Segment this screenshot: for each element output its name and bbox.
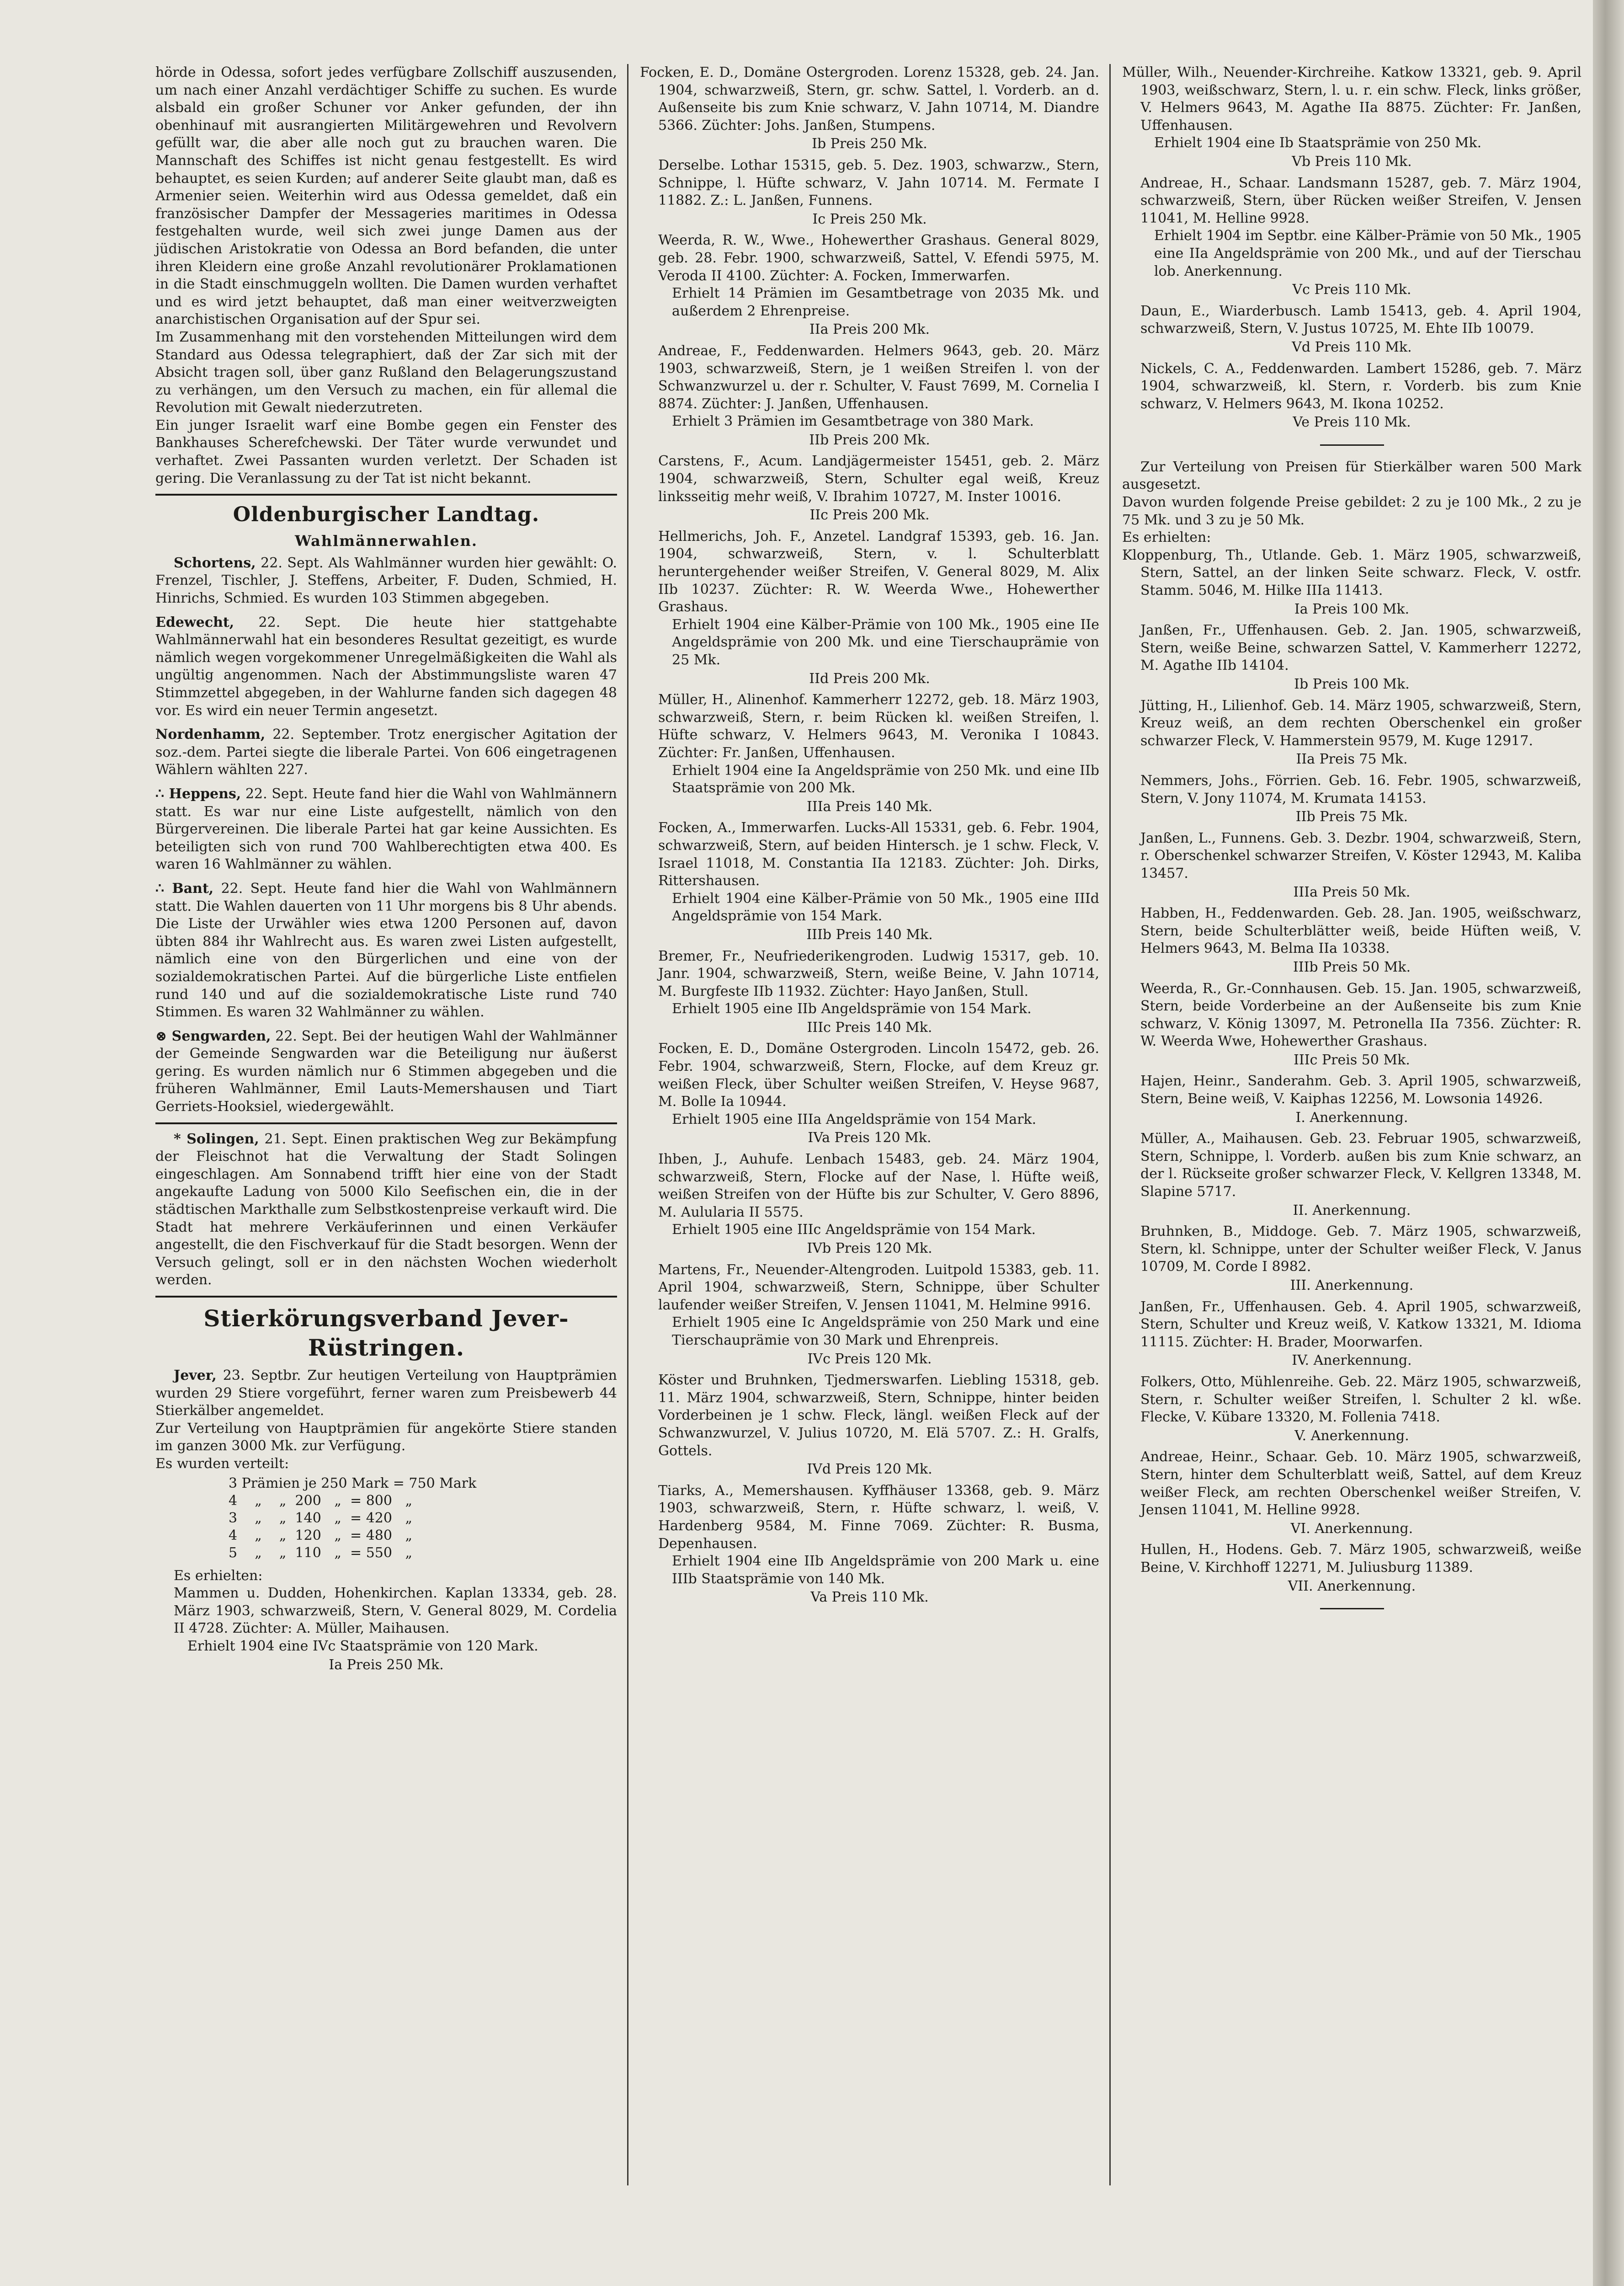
bull-entry: Andreae, H., Schaar. Landsmann 15287, geb. 7. März 1904, schwarzweiß, Stern, über Rücken weißer Streifen, V. Jensen 11041, M. Helline 9928. [1140,175,1581,226]
report-edewecht: Edewecht, 22. Sept. Die heute hier stattgehabte Wahlmännerwahl hat ein besonderes Resultat gezeitigt, es wurde nämlich wegen vorgekommener Unregelmäßigkeiten die Wahl als ungültig angenommen. Nach der Abstimmungsliste waren 47 Stimmzettel abgegeben, in der Wahlurne fanden sich dagegen 48 vor. Es wird ein neuer Termin angesetzt. [155,614,617,719]
bull-entry: Andreae, F., Feddenwarden. Helmers 9643, geb. 20. März 1903, schwarzweiß, Stern, je 1 weißen Streifen l. von der Schwanzwurzel u. der r. Schulter, V. Faust 7699, M. Cornelia I 8874. Züchter: J. Janßen, Uffenhausen. [658,342,1099,412]
bull-entry: Derselbe. Lothar 15315, geb. 5. Dez. 1903, schwarzw., Stern, Schnippe, l. Hüfte schwarz, V. Jahn 10714. M. Fermate I 11882. Z.: L. Janßen, Funnens. [658,157,1099,209]
subheading-wahlmaennerwahlen: Wahlmännerwahlen. [294,532,478,550]
premium-row: 3 Prämien je 250 Mark = 750 Mark [229,1475,477,1491]
bull-prize: IIb Preis 75 Mk. [1295,809,1408,825]
bull-entry: Müller, A., Maihausen. Geb. 23. Februar 1905, schwarzweiß, Stern, Schnippe, l. Vorderb. außen bis zum Knie schwarz, an der l. Rückseite großer schwarzer Fleck, V. Kellgren 13348, M. Slapine 5717. [1140,1131,1581,1200]
bull-note: Erhielt 1904 eine Ib Staatsprämie von 250 Mk. [1154,135,1482,151]
premium-row: 4 „ „ 200 „ = 800 „ [229,1492,413,1509]
report-bant: ∴ Bant, 22. Sept. Heute fand hier die Wahl von Wahlmännern statt. Die Wahlen dauerten von 11 Uhr morgens bis 8 Uhr abends. Die Liste der Urwähler wies etwa 1200 Personen auf, davon übten 884 ihr Wahlrecht aus. Es waren zwei Listen aufgestellt, nämlich eine von den Bürgerlichen und eine von der sozialdemokratischen Partei. Auf die bürgerliche Liste entfielen rund 140 und auf die sozialdemokratische Liste rund 740 Stimmen. Es waren 32 Wahlmänner zu wählen. [155,880,617,1020]
bull-prize: Ia Preis 250 Mk. [329,1656,444,1673]
place-name: Schortens, [174,555,256,571]
report-solingen: * Solingen, 21. Sept. Einen praktischen Weg zur Bekämpfung der Fleischnot hat die Verwaltung der Stadt Solingen eingeschlagen. Am Sonnabend trifft hier eine von der Stadt angekaufte Ladung von 5000 Kilo Seefischen ein, die in der städtischen Markthalle zum Selbstkostenpreise verkauft wird. Die Stadt hat mehrere Verkäuferinnen und einen Verkäufer angestellt, die den Fischverkauf für die Stadt besorgen. Wenn der Versuch gelingt, soll er in den nächsten Wochen wiederholt werden. [155,1131,618,1288]
bull-prize: IIIb Preis 50 Mk. [1293,959,1411,975]
section-divider [1320,444,1384,446]
bull-entry: Weerda, R., Gr.-Connhausen. Geb. 15. Jan. 1905, schwarzweiß, Stern, beide Vorderbeine an der Außenseite bis zum Knie schwarz, V. König 13097, M. Petronella IIa 7356. Züchter: R. W. Weerda Wwe, Hohewerther Grashaus. [1140,980,1581,1050]
bull-entry: Carstens, F., Acum. Landjägermeister 15451, geb. 2. März 1904, schwarzweiß, Stern, Schulter egal weiß, Kreuz linksseitig mehr weiß, V. Ibrahim 10727, M. Inster 10016. [658,453,1099,505]
article-odessa-p3: Ein junger Israelit warf eine Bombe gegen ein Fenster des Bankhauses Scherefchewski. Der Täter wurde verwundet und verhaftet. Zwei Passanten wurden verletzt. Der Schaden ist gering. Die Veranlassung zu der Tat ist nicht bekannt. [155,417,617,486]
place-name: * Solingen, [174,1131,259,1147]
bull-prize: VI. Anerkennung. [1290,1520,1413,1537]
bull-prize: Ib Preis 250 Mk. [812,136,927,152]
bull-note: Erhielt 1904 im Septbr. eine Kälber-Prämie von 50 Mk., 1905 eine IIa Angeldsprämie von 200 Mk., und auf der Tierschau lob. Anerkennung. [1154,228,1581,279]
bull-entry: Hajen, Heinr., Sanderahm. Geb. 3. April 1905, schwarzweiß, Stern, Beine weiß, V. Kaiphas 12256, M. Lowsonia 14926. [1140,1073,1581,1107]
bull-prize: IIIc Preis 140 Mk. [807,1019,932,1036]
bull-note: Erhielt 1904 eine Kälber-Prämie von 50 Mk., 1905 eine IIId Angeldsprämie von 154 Mark. [672,890,1099,924]
calf-list [1122,547,1581,1595]
premium-row: 4 „ „ 120 „ = 480 „ [229,1527,413,1544]
bull-entry: Weerda, R. W., Wwe., Hohewerther Grashaus. General 8029, geb. 28. Febr. 1900, schwarzweiß, Sattel, V. Efendi 5975, M. Veroda II 4100. Züchter: A. Focken, Immerwarfen. [658,232,1099,284]
bull-prize: IId Preis 200 Mk. [809,670,930,687]
bull-prize: Vc Preis 110 Mk. [1292,282,1411,298]
bull-entry: Focken, E. D., Domäne Ostergroden. Lorenz 15328, geb. 24. Jan. 1904, schwarzweiß, Stern, gr. schw. Sattel, l. Vorderb. an d. Außenseite bis zum Knie schwarz, V. Jahn 10714, M. Diandre 5366. Züchter: Johs. Janßen, Stumpens. [640,64,1099,134]
bull-prize: Ia Preis 100 Mk. [1294,601,1410,617]
bull-entry: Janßen, Fr., Uffenhausen. Geb. 2. Jan. 1905, schwarzweiß, Stern, weiße Beine, schwarzen Sattel, V. Kammerherr 12272, M. Agathe IIb 14104. [1140,622,1581,674]
report-jever-p3: Es wurden verteilt: [155,1455,289,1472]
bull-entry: Hellmerichs, Joh. F., Anzetel. Landgraf 15393, geb. 16. Jan. 1904, schwarzweiß, Stern, v. l. Schulterblatt heruntergehender weißer Streifen, V. General 8029, M. Alix IIb 10237. Züchter: R. W. Weerda Wwe., Hohewerther Grashaus. [658,528,1099,615]
bull-entry: Hullen, H., Hodens. Geb. 7. März 1905, schwarzweiß, weiße Beine, V. Kirchhoff 12271, M. Juliusburg 11389. [1140,1542,1581,1576]
calf-intro: Zur Verteilung von Preisen für Stierkälber waren 500 Mark ausgesetzt. [1122,459,1581,493]
bull-prize: Va Preis 110 Mk. [810,1589,929,1606]
bull-note: Erhielt 1904 eine Ia Angeldsprämie von 250 Mk. und eine IIb Staatsprämie von 200 Mk. [672,762,1099,796]
place-name: Edewecht, [155,614,234,630]
calf-intro-2: Davon wurden folgende Preise gebildet: 2 zu je 100 Mk., 2 zu je 75 Mk. und 3 zu je 50 Mk. [1122,494,1581,528]
bull-prize: Vd Preis 110 Mk. [1292,339,1412,355]
bull-entry: Andreae, Heinr., Schaar. Geb. 10. März 1905, schwarzweiß, Stern, hinter dem Schulterblatt weiß, Sattel, auf dem Kreuz weißer Fleck, am rechten Oberschenkel weißer Streifen, V. Jensen 11041, M. Helline 9928. [1140,1449,1581,1518]
bull-prize: V. Anerkennung. [1294,1427,1409,1444]
bull-prize: IVa Preis 120 Mk. [808,1130,932,1146]
bull-prize: IIa Preis 200 Mk. [809,321,930,338]
bull-entry: Müller, Wilh., Neuender-Kirchreihe. Katkow 13321, geb. 9. April 1903, weißschwarz, Stern, l. u. r. ein schw. Fleck, links größer, V. Helmers 9643, M. Agathe IIa 8875. Züchter: Fr. Janßen, Uffenhausen. [1122,64,1581,134]
premium-table [229,1475,617,1562]
bull-entry: Bruhnken, B., Middoge. Geb. 7. März 1905, schwarzweiß, Stern, kl. Schnippe, unter der Schulter weißer Fleck, V. Janus 10709, M. Corde I 8982. [1140,1223,1581,1275]
report-schortens: Schortens, 22. Sept. Als Wahlmänner wurden hier gewählt: O. Frenzel, Tischler, J. Steffens, Arbeiter, F. Duden, Schmied, H. Hinrichs, Schmied. Es wurden 103 Stimmen abgegeben. [155,555,617,607]
bull-prize: IVd Preis 120 Mk. [807,1461,932,1478]
section-heading-landtag: Oldenburgischer Landtag. [233,503,540,527]
bull-entry: Janßen, L., Funnens. Geb. 3. Dezbr. 1904, schwarzweiß, Stern, r. Oberschenkel schwarzer Streifen, V. Köster 12943, M. Kaliba 13457. [1140,830,1581,881]
bull-entry: Focken, E. D., Domäne Ostergroden. Lincoln 15472, geb. 26. Febr. 1904, schwarzweiß, Stern, Flocke, auf dem Kreuz gr. weißen Fleck, über Schulter weißen Streifen, V. Heyse 9687, M. Bolle Ia 10944. [658,1041,1099,1110]
bull-prize: III. Anerkennung. [1290,1277,1414,1293]
bull-entry: Nemmers, Johs., Förrien. Geb. 16. Febr. 1905, schwarzweiß, Stern, V. Jony 11074, M. Krumata 14153. [1140,772,1581,807]
place-name: Jever, [174,1367,217,1383]
section-divider [1320,1608,1384,1609]
bull-note: Erhielt 1904 eine Kälber-Prämie von 100 Mk., 1905 eine IIe Angeldsprämie von 200 Mk. und eine Tierschauprämie von 25 Mk. [672,616,1099,668]
place-name: ∴ Heppens, [155,785,241,802]
bull-note: Erhielt 1905 eine IIIc Angeldsprämie von 154 Mark. [672,1222,1036,1238]
bull-prize: IIIa Preis 50 Mk. [1293,884,1411,900]
bull-note: Erhielt 3 Prämien im Gesamtbetrage von 380 Mark. [672,413,1034,430]
bull-prize: IIb Preis 200 Mk. [809,432,930,448]
bull-note: Erhielt 14 Prämien im Gesamtbetrage von 2035 Mk. und außerdem 2 Ehrenpreise. [672,285,1099,319]
bull-entry: Focken, A., Immerwarfen. Lucks-All 15331, geb. 6. Febr. 1904, schwarzweiß, Stern, auf beiden Hintersch. je 1 schw. Fleck, V. Israel 11018, M. Constantia IIa 12183. Züchter: Joh. Dirks, Rittershausen. [658,820,1099,889]
bull-entry: Bremer, Fr., Neufriederikengroden. Ludwig 15317, geb. 10. Janr. 1904, schwarzweiß, Stern, weiße Beine, V. Jahn 10714, M. Burgfeste IIb 11932. Züchter: Hayo Janßen, Stull. [658,948,1099,999]
article-odessa-p2: Im Zusammenhang mit den vorstehenden Mitteilungen wird dem Standard aus Odessa telegraphiert, daß der Zar sich mit der Absicht tragen soll, über ganz Rußland den Belagerungszustand zu verhängen, um den Versuch zu machen, ein für allemal die Revolution mit Gewalt niederzutreten. [155,329,617,416]
bull-prize: II. Anerkennung. [1293,1202,1411,1218]
bull-note: Erhielt 1905 eine IIIa Angeldsprämie von 154 Mark. [672,1111,1037,1127]
bull-note: Erhielt 1905 eine Ic Angeldsprämie von 250 Mark und eine Tierschauprämie von 30 Mark und Ehrenpreis. [672,1314,1099,1348]
article-odessa-p1: hörde in Odessa, sofort jedes verfügbare Zollschiff auszusenden, um nach einer Anzahl verdächtiger Schiffe zu suchen. Es wurde alsbald ein großer Schuner vor Anker gefunden, der ihn obenhinauf mit ausrangierten Militärgewehren und Revolvern gefüllt war, die aber alle noch gut zu brauchen waren. Die Mannschaft des Schiffes ist nicht genau festgestellt. Es wird behauptet, es seien Kurden; auf anderer Seite glaubt man, daß es Armenier seien. Weiterhin wird aus Odessa gemeldet, daß ein französischer Dampfer der Messageries maritimes in Odessa festgehalten wurde, weil sich zwei junge Damen aus der jüdischen Aristokratie von Odessa an Bord befanden, die unter ihren Kleidern eine große Anzahl revolutionärer Proklamationen in die Stadt einschmuggeln wollten. Die Damen wurden verhaftet und es wird jetzt behauptet, daß man einer weitverzweigten anarchistischen Organisation auf der Spur sei. [155,64,617,328]
bull-prize: IVb Preis 120 Mk. [807,1240,932,1256]
place-name: ⊗ Sengwarden, [155,1028,271,1044]
bull-prize: I. Anerkennung. [1295,1109,1408,1126]
report-nordenhamm: Nordenhamm, 22. September. Trotz energischer Agitation der soz.-dem. Partei siegte die liberale Partei. Von 606 eingetragenen Wählern wählten 227. [155,726,617,778]
premium-row: 3 „ „ 140 „ = 420 „ [229,1510,413,1526]
bull-entry: Folkers, Otto, Mühlenreihe. Geb. 22. März 1905, schwarzweiß, Stern, r. Schulter weißer Streifen, l. Schulter 2 kl. wße. Flecke, V. Kübare 13320, M. Follenia 7418. [1140,1373,1581,1426]
section-divider [155,1296,617,1298]
bull-prize: Ve Preis 110 Mk. [1293,414,1411,431]
bull-prize: VII. Anerkennung. [1288,1578,1416,1594]
bull-prize: Ib Preis 100 Mk. [1294,676,1410,692]
bull-entry: Kloppenburg, Th., Utlande. Geb. 1. März 1905, schwarzweiß, Stern, Sattel, an der linken Seite schwarz. Fleck, V. ostfr. Stamm. 5046, M. Hilke IIIa 11413. [1122,547,1581,599]
bull-entry: Martens, Fr., Neuender-Altengroden. Luitpold 15383, geb. 11. April 1904, schwarzweiß, Stern, Schnippe, über Schulter laufender weißer Streifen, V. Jensen 11041, M. Helmine 9916. [658,1261,1099,1313]
bull-note: Erhielt 1904 eine IVc Staatsprämie von 120 Mark. [187,1638,538,1654]
report-jever-p2: Zur Verteilung von Hauptprämien für angekörte Stiere standen im ganzen 3000 Mk. zur Verfügung. [155,1420,617,1454]
bull-prize: IIa Preis 75 Mk. [1296,751,1408,768]
bull-entry: Habben, H., Feddenwarden. Geb. 28. Jan. 1905, weißschwarz, Stern, beide Schulterblätter weiß, beide Hüften weiß, V. Helmers 9643, M. Belma IIa 10338. [1140,905,1581,957]
premium-row: 5 „ „ 110 „ = 550 „ [229,1544,413,1561]
bull-prize: IIIb Preis 140 Mk. [806,926,933,943]
section-heading-stierkoerung: Stierkörungsverband Jever-Rüstringen. [203,1305,569,1361]
bull-entry: Tiarks, A., Memershausen. Kyffhäuser 13368, geb. 9. März 1903, schwarzweiß, Stern, r. Hüfte schwarz, l. weiß, V. Hardenberg 9584, M. Finne 7069. Züchter: R. Busma, Depenhausen. [658,1482,1099,1552]
bull-entry: Daun, E., Wiarderbusch. Lamb 15413, geb. 4. April 1904, schwarzweiß, Stern, V. Justus 10725, M. Ehte IIb 10079. [1140,303,1581,337]
bull-entry: Nickels, C. A., Feddenwarden. Lambert 15286, geb. 7. März 1904, schwarzweiß, kl. Stern, r. Vorderb. bis zum Knie schwarz, V. Helmers 9643, M. Ikona 10252. [1140,360,1581,412]
column-right [1122,64,1581,1622]
bull-prize: IIIc Preis 50 Mk. [1294,1052,1410,1068]
place-name: ∴ Bant, [155,880,214,897]
column-left [155,64,617,1677]
bull-note: Erhielt 1905 eine IIb Angeldsprämie von 154 Mark. [672,1001,1032,1017]
bull-prize: IV. Anerkennung. [1292,1352,1412,1369]
section-divider [155,494,617,496]
report-sengwarden: ⊗ Sengwarden, 22. Sept. Bei der heutigen Wahl der Wahlmänner der Gemeinde Sengwarden war die Beteiligung nur äußerst gering. Es wurden nämlich nur 6 Stimmen abgegeben und die früheren Wahlmänner, Emil Lauts-Memershausen und Tiart Gerriets-Hooksiel, wiedergewählt. [155,1028,617,1115]
bull-entry: Müller, H., Alinenhof. Kammerherr 12272, geb. 18. März 1903, schwarzweiß, Stern, r. beim Rücken kl. weißen Streifen, l. Hüfte schwarz, V. Helmers 9643, M. Veronika I 10843. Züchter: Fr. Janßen, Uffenhausen. [658,692,1099,761]
section-divider [155,1122,617,1124]
recipients-label: Es erhielten: [1122,529,1211,546]
bull-list-continued [1122,64,1581,432]
bull-entry: Köster und Bruhnken, Tjedmerswarfen. Liebling 15318, geb. 11. März 1904, schwarzweiß, Stern, Schnippe, hinter beiden Vorderbeinen je 1 schw. Fleck, längl. weißen Fleck auf der Schwanzwurzel, V. Julius 10720, M. Elä 5707. Z.: H. Gralfs, Gottels. [658,1372,1099,1459]
report-heppens: ∴ Heppens, 22. Sept. Heute fand hier die Wahl von Wahlmännern statt. Es war nur eine Liste aufgestellt, nämlich von den Bürgervereinen. Die liberale Partei hat gar keine Aussichten. Es beteiligten sich von rund 700 Wahlberechtigten etwa 400. Es waren 16 Wahlmänner zu wählen. [155,785,617,873]
bull-note: Erhielt 1904 eine IIb Angeldsprämie von 200 Mark u. eine IIIb Staatsprämie von 140 Mk. [672,1553,1099,1587]
recipients-label: Es erhielten: [174,1567,263,1584]
column-middle [640,64,1099,1610]
bull-prize: IIIa Preis 140 Mk. [806,798,932,815]
bull-entry: Ihben, J., Auhufe. Lenbach 15483, geb. 24. März 1904, schwarzweiß, Stern, Flocke auf der Nase, l. Hüfte weiß, weißen Streifen von der Hüfte bis zur Schulter, V. Gero 8896, M. Aulularia II 5575. [658,1151,1099,1220]
place-name: Nordenhamm, [155,726,266,743]
bull-entry: Jütting, H., Lilienhof. Geb. 14. März 1905, schwarzweiß, Stern, Kreuz weiß, an dem rechten Oberschenkel ein großer schwarzer Fleck, V. Hammerstein 9579, M. Kuge 12917. [1140,697,1581,749]
bull-prize: IIc Preis 200 Mk. [809,507,930,523]
bull-prize: IVc Preis 120 Mk. [807,1351,932,1367]
bull-prize: Ic Preis 250 Mk. [812,211,927,227]
bull-entry: Mammen u. Dudden, Hohenkirchen. Kaplan 13334, geb. 28. März 1903, schwarzweiß, Stern, V. General 8029, M. Cordelia II 4728. Züchter: A. Müller, Maihausen. [174,1585,617,1637]
bull-prize: Vb Preis 110 Mk. [1292,153,1412,170]
bull-entry: Janßen, Fr., Uffenhausen. Geb. 4. April 1905, schwarzweiß, Stern, Schulter und Kreuz weiß, V. Katkow 13321, M. Idioma 11115. Züchter: H. Brader, Moorwarfen. [1140,1298,1581,1350]
report-jever: Jever, 23. Septbr. Zur heutigen Verteilung von Hauptprämien wurden 29 Stiere vorgeführt, ferner waren zum Preisbewerb 44 Stierkälber angemeldet. [155,1367,617,1419]
